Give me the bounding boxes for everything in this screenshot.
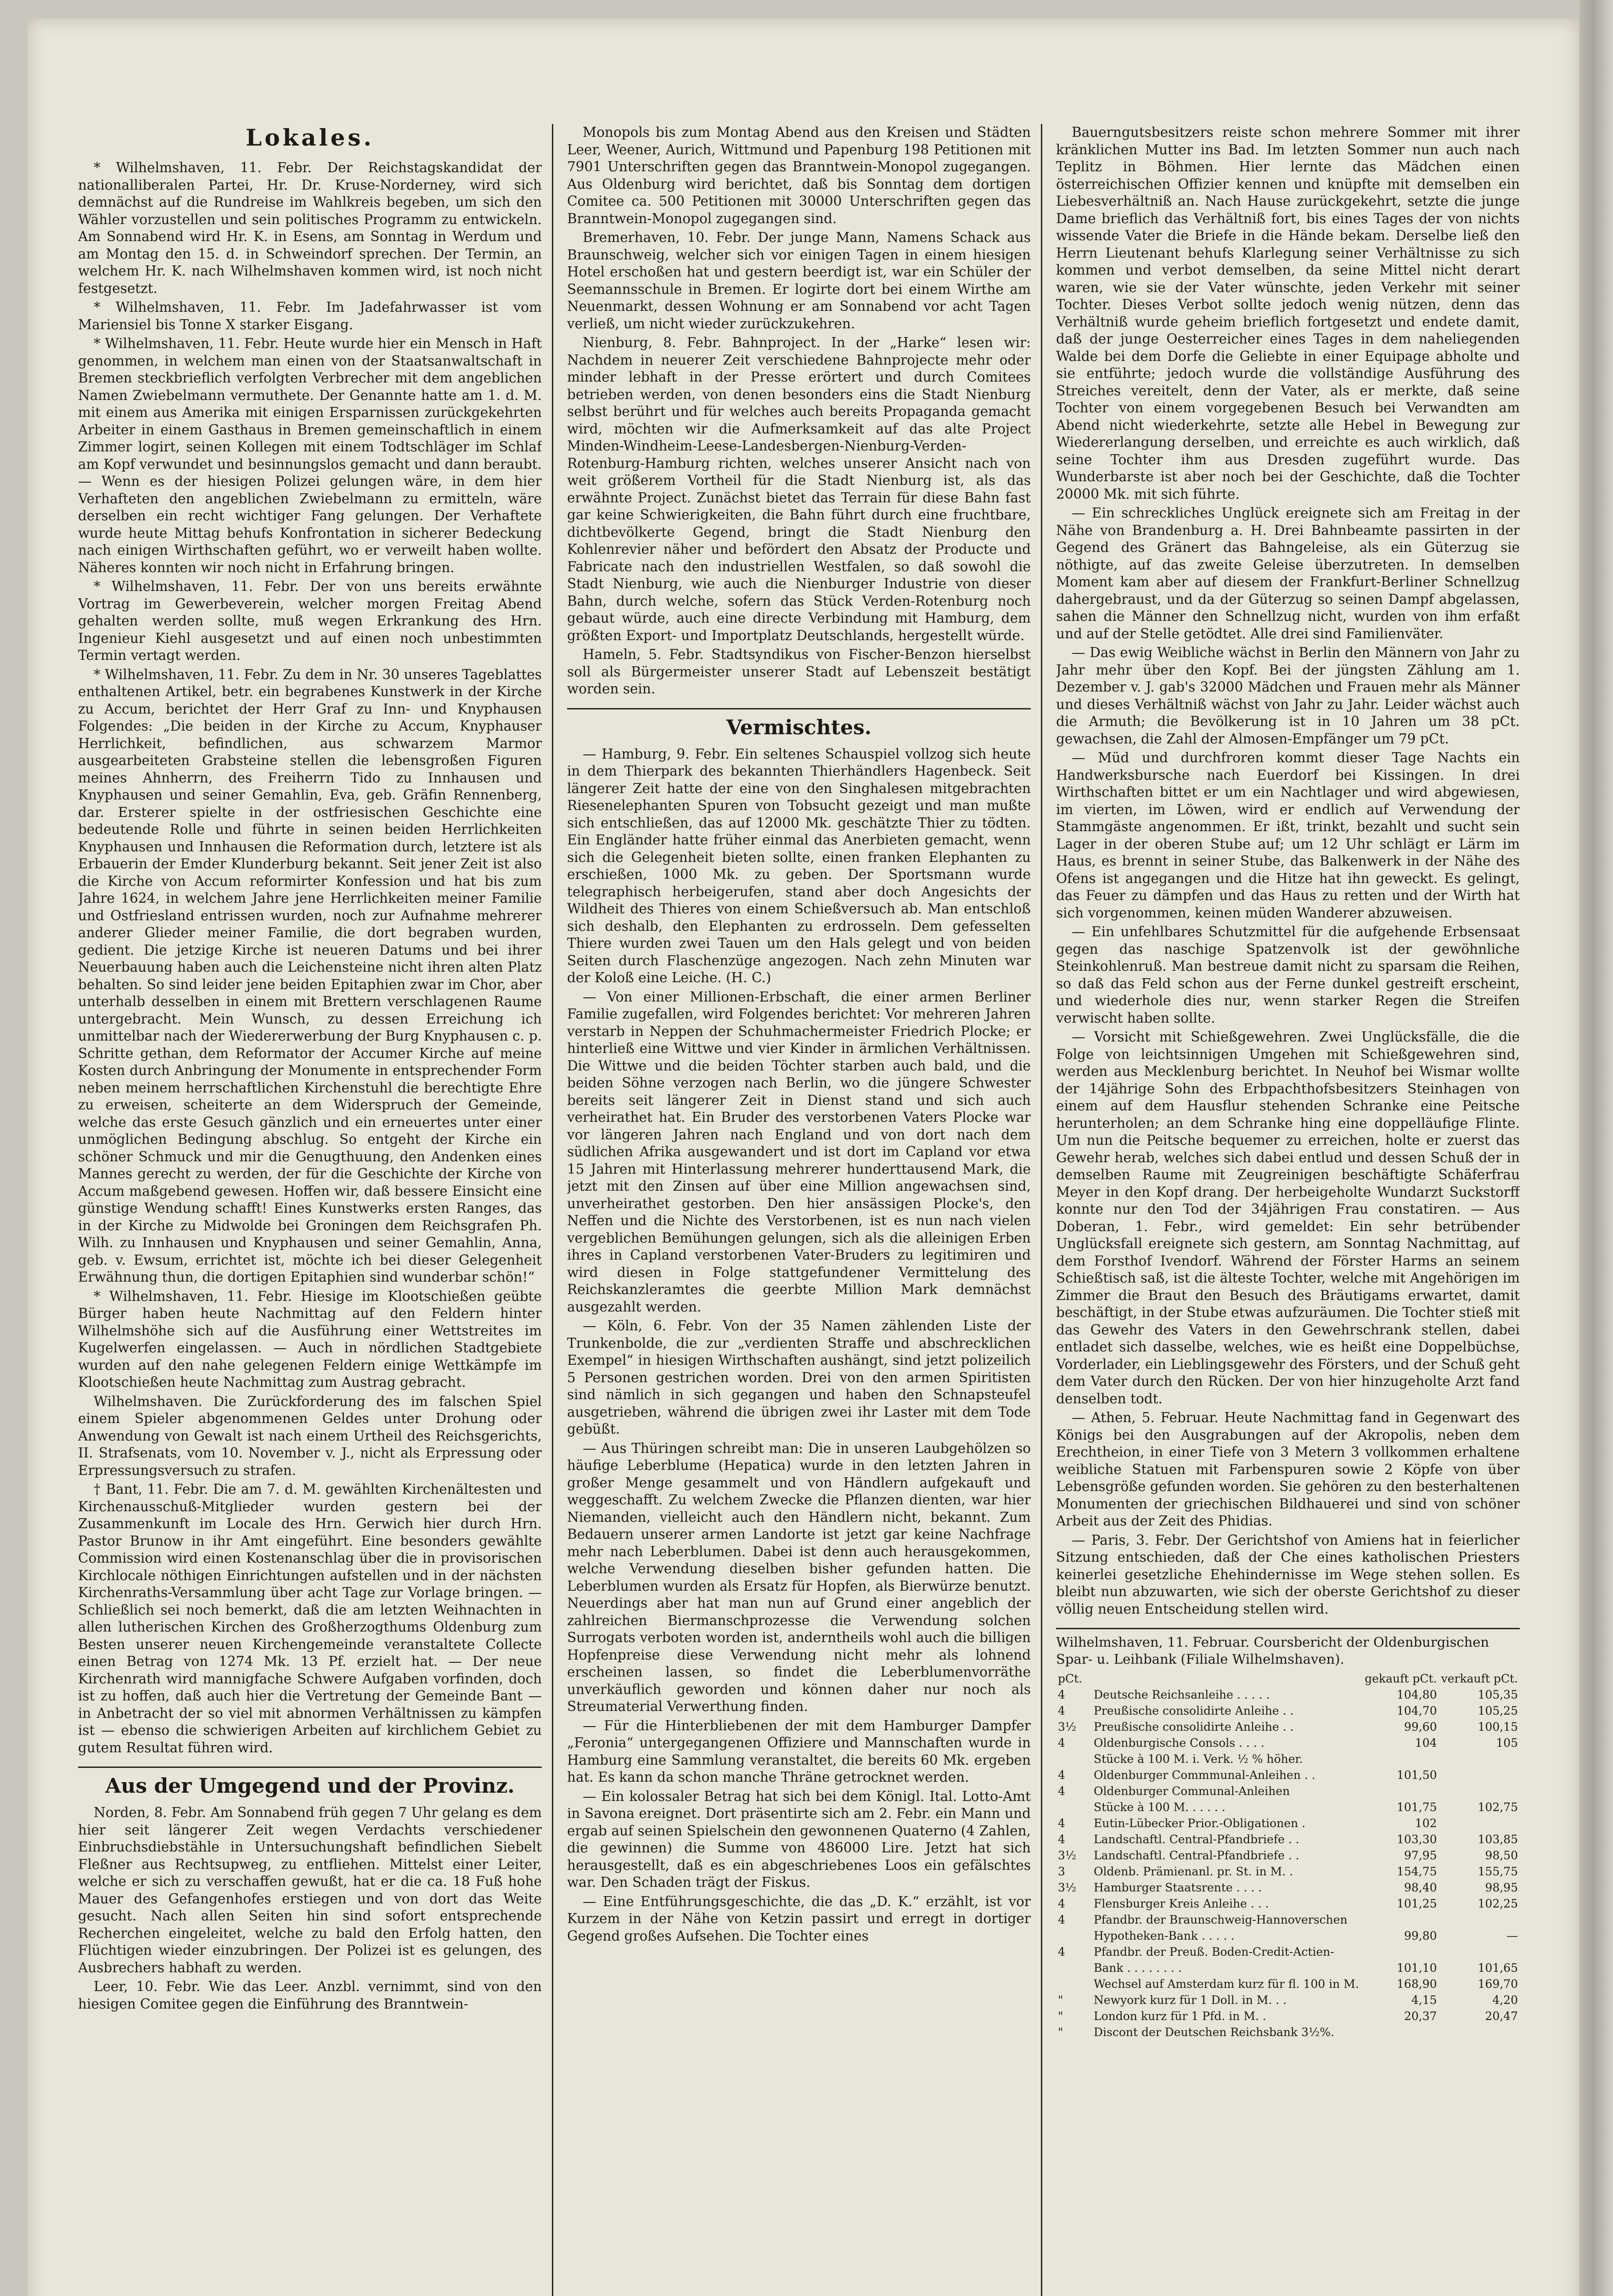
cell-buy: 101,10 [1397,1961,1437,1975]
cell-sell: 105 [1496,1736,1518,1750]
article: — Hamburg, 9. Febr. Ein seltenes Schauspiel vollzog sich heute in dem Thierpark des bekannten Thierhändlers Hagenbeck. Seit längerer Zeit hatte der eine von den Singhalesen mitgebrachten Riesenelephanten Spuren von Tobsucht gezeigt und man mußte sich entschließen, das auf 12000 Mk. geschätzte Thier zu tödten. Ein Engländer hatte früher einmal das Anerbieten gemacht, wenn sich die Gelegenheit bieten sollte, einen franken Elephanten zu erschießen, 1000 Mk. zu geben. Der Sportsmann wurde telegraphisch herbeigerufen, stand aber doch Angesichts der Wildheit des Thieres von einem Schießversuch ab. Man entschloß sich deshalb, den Elephanten zu erdrosseln. Dem gefesselten Thiere wurden zwei Tauen um den Hals gelegt und von beiden Seiten durch Flaschenzüge angezogen. Nach zehn Minuten war der Koloß eine Leiche. (H. C.) [567,746,1031,985]
cell-pct: 4 [1058,1833,1065,1846]
cell-pct: 4 [1058,1688,1065,1701]
section-heading-umgegend: Aus der Umgegend und der Provinz. [78,1767,542,1798]
article: — Von einer Millionen-Erbschaft, die einer armen Berliner Familie zugefallen, wird Folgendes berichtet: Vor mehreren Jahren verstarb in Neppen der Schuhmachermeister Friedrich Plocke; er hinterließ eine Wittwe und vier Kinder in ärmlichen Verhältnissen. Die Wittwe und die beiden Töchter starben auch bald, und die beiden Söhne verzogen nach Berlin, wo die jüngere Schwester bereits seit längerer Zeit in Dienst stand und sich auch verheirathet hat. Ein Bruder des verstorbenen Vaters Plocke war vor längeren Jahren nach England und von dort nach dem südlichen Afrika ausgewandert und ist dort im Capland vor etwa 15 Jahren mit Hinterlassung mehrerer hunderttausend Mark, die jetzt mit den Zinsen auf über eine Million angewachsen sind, unverheirathet gestorben. Den hier ansässigen Plocke's, den Neffen und die Nichte des Verstorbenen, ist es nun nach vielen vergeblichen Bemühungen gelungen, sich als die alleinigen Erben ihres in Capland verstorbenen Vater-Bruders zu legitimiren und wird diesen in Folge stattgefundener Vermittelung des Reichskanzleramtes die geerbte Million Mark demnächst ausgezahlt werden. [567,989,1031,1315]
course-report-title: Wilhelmshaven, 11. Februar. Coursbericht der Oldenburgischen Spar- u. Leihbank (Filiale Wilhelmshaven). [1056,1628,1520,1668]
cell-pct: 4 [1058,1897,1065,1910]
cell-name: Hypotheken-Bank . . . . . [1094,1929,1235,1942]
cell-buy: 168,90 [1397,1977,1437,1991]
cell-buy: 104,70 [1397,1704,1437,1717]
col-header-name [1092,1671,1362,1687]
article: Nienburg, 8. Febr. Bahnproject. In der „Harke“ lesen wir: Nachdem in neuerer Zeit verschiedene Bahnprojecte mehr oder minder lebhaft in der Presse erörtert und durch Comitees betrieben werden, von denen besonders eins die Stadt Nienburg selbst berührt und für welches auch bereits Propaganda gemacht wird, möchten wir die Aufmerksamkeit auf das alte Project Minden-Windheim-Leese-Landesbergen-Nienburg-Verden-Rotenburg-Hamburg richten, welches unserer Ansicht nach von weit größerem Vortheil für die Stadt Nienburg ist, als das erwähnte Project. Zunächst bietet das Terrain für diese Bahn fast gar keine Schwierigkeiten, die Bahn führt durch eine fruchtbare, dichtbevölkerte Gegend, bringt die Stadt Nienburg den Kohlenrevier näher und befördert den Absatz der Producte und Fabricate nach den industriellen Westfalen, so daß sowohl die Stadt Nienburg, wie auch die Nienburger Industrie von dieser Bahn, durch welche, sofern das Stück Verden-Rotenburg noch gebaut würde, auch eine directe Verbindung mit Hamburg, dem größten Export- und Importplatz Deutschlands, hergestellt würde. [567,335,1031,643]
table-row [1056,1992,1520,2008]
cell-sell: 169,70 [1478,1977,1518,1991]
col-header-sell: verkauft pCt. [1441,1672,1518,1685]
article: — Athen, 5. Februar. Heute Nachmittag fand in Gegenwart des Königs bei den Ausgrabungen auf der Akropolis, neben dem Erechtheion, in einer Tiefe von 3 Metern 3 vollkommen erhaltene weibliche Statuen mit Farbenspuren sowie 2 Köpfe von über Lebensgröße gefunden worden. Sie gehören zu den besterhaltenen Monumenten der griechischen Bildhauerei und sind von schöner Arbeit aus der Zeit des Phidias. [1056,1410,1520,1529]
table-row [1056,1815,1520,1831]
cell-name: Oldenburgische Consols . . . . [1094,1736,1265,1750]
cell-pct: 3½ [1058,1881,1077,1894]
cell-buy: 104,80 [1397,1688,1437,1701]
cell-pct [1056,1960,1092,1976]
cell-sell: 105,35 [1478,1688,1518,1701]
cell-buy: 103,30 [1397,1833,1437,1846]
column-rule [1041,124,1042,2296]
cell-sell: 98,50 [1485,1849,1518,1862]
article: Wilhelmshaven. Die Zurückforderung des im falschen Spiel einem Spieler abgenommenen Geldes unter Drohung oder Anwendung von Gewalt ist nach einem Urtheil des Reichsgerichts, II. Strafsenats, vom 10. November v. J., nicht als Erpressung oder Erpressungsversuch zu strafen. [78,1393,542,1478]
article: * Wilhelmshaven, 11. Febr. Hiesige im Klootschießen geübte Bürger haben heute Nachmittag auf den Feldern hinter Wilhelmshöhe sich auf die Ausführung einer Wettstreites im Kugelwerfen eingelassen. — Auch in nördlichen Stadtgebiete wurden auf den nahe gelegenen Feldern einige Wettkämpfe im Klootschießen heute Nachmittag zum Austrag gebracht. [78,1288,542,1390]
article: Monopols bis zum Montag Abend aus den Kreisen und Städten Leer, Weener, Aurich, Wittmund und Papenburg 198 Petitionen mit 7901 Unterschriften gegen das Branntwein-Monopol zugegangen. Aus Oldenburg wird berichtet, daß bis Sonntag dem dortigen Comitee ca. 500 Petitionen mit 30000 Unterschriften gegen das Branntwein-Monopol zugegangen sind. [567,124,1031,226]
cell-name: Oldenburger Commmunal-Anleihen . . [1094,1768,1315,1782]
cell-sell: 155,75 [1478,1865,1518,1878]
cell-pct: " [1058,2026,1063,2039]
page-edge [1579,0,1613,2296]
columns [78,124,1520,2296]
cell-name: Newyork kurz für 1 Doll. in M. . . [1094,1993,1287,2007]
cell-pct: " [1058,1993,1063,2007]
table-row [1056,1783,1520,1799]
cell-name: Bank . . . . . . . . [1094,1961,1182,1975]
cell-pct: 4 [1058,1913,1065,1926]
cell-buy: 98,40 [1404,1881,1437,1894]
article: — Paris, 3. Febr. Der Gerichtshof von Amiens hat in feierlicher Sitzung entschieden, daß der Che eines katholischen Priesters keinerlei gesetzliche Ehehindernisse im Wege stehen sollen. Es bleibt nun abzuwarten, wie sich der oberste Gerichtshof zu dieser völlig neuen Entscheidung stellen wird. [1056,1532,1520,1617]
table-row [1056,1960,1520,1976]
cell-pct: 4 [1058,1817,1065,1830]
cell-sell: 102,25 [1478,1897,1518,1910]
cell-pct [1056,1928,1092,1944]
cell-sell [1439,1783,1520,1799]
table-row [1056,2008,1520,2024]
cell-pct [1056,1976,1092,1992]
cell-buy [1362,1751,1439,1767]
course-report-table [1056,1671,1520,2040]
table-row [1056,1831,1520,1847]
cell-name: Eutin-Lübecker Prior.-Obligationen . [1094,1817,1306,1830]
table-row [1056,1687,1520,1703]
cell-sell: 101,65 [1478,1961,1518,1975]
column-3 [1056,124,1520,2296]
cell-sell: 103,85 [1478,1833,1518,1846]
cell-buy: 104 [1415,1736,1437,1750]
article: * Wilhelmshaven, 11. Febr. Zu dem in Nr. 30 unseres Tageblattes enthaltenen Artikel, betr. ein begrabenes Kunstwerk in der Kirche zu Accum, berichtet der Herr Graf zu Inn- und Knyphausen Folgendes: „Die beiden in der Kirche zu Accum, Knyphauser Herrlichkeit, befindlichen, aus schwarzem Marmor ausgearbeiteten Grabsteine stellen die lebensgroßen Figuren meines Ahnherrn, des Freiherrn Tido zu Innhausen und Knyphausen und seiner Gemahlin, Eva, geb. Gräfin Rennenberg, dar. Ersterer spielte in der ostfriesischen Geschichte eine bedeutende Rolle und führte in seinen beiden Herrlichkeiten Knyphausen und Innhausen die Reformation durch, letztere ist als Erbauerin der Emder Klunderburg bekannt. Seit jener Zeit ist also die Kirche von Accum reformirter Konfession und hat bis zum Jahre 1624, in welchem Jahre jene Herrlichkeiten meiner Familie und Ostfriesland entrissen wurden, noch zur Aufnahme mehrerer anderer Glieder meiner Familie, die dort begraben wurden, gedient. Die jetzige Kirche ist neueren Datums und bei ihrer Neuerbauung haben auch die Leichensteine nicht ihren alten Platz behalten. So sind leider jene beiden Epitaphien zwar im Chor, aber unterhalb desselben in einem mit Brettern verschlagenen Raume untergebracht. Mein Wunsch, zu dessen Erreichung ich unmittelbar nach der Wiedererwerbung der Burg Knyphausen c. p. Schritte gethan, dem Reformator der Accumer Kirche auf meine Kosten durch Anbringung der Monumente in entsprechender Form neben meinem herrschaftlichen Kirchenstuhl die berechtigte Ehre zu erweisen, scheiterte an dem Widerspruch der Gemeinde, welche das erste Gesuch gänzlich und ein erneuertes unter einer unmöglichen Bedingung abschlug. So entgeht der Kirche ein schöner Schmuck und mir die Genugthuung, den Andenken eines Mannes gerecht zu werden, der für die Geschichte der Kirche von Accum maßgebend gewesen. Hoffen wir, daß bessere Einsicht eine günstige Wendung schafft! Eines Kunstwerks ersten Ranges, das in der Kirche zu Midwolde bei Groningen dem Reichsgrafen Ph. Wilh. zu Innhausen und Knyphausen und seiner Gemahlin, Anna, geb. v. Ewsum, errichtet ist, möchte ich bei dieser Gelegenheit Erwähnung thun, die dortigen Epitaphien sind wunderbar schön!“ [78,666,542,1285]
table-row [1056,1912,1520,1928]
article: Norden, 8. Febr. Am Sonnabend früh gegen 7 Uhr gelang es dem hier seit längerer Zeit wegen Verdachts verschiedener Einbruchsdiebstähle in Untersuchungshaft befindlichen Siebelt Fleßner aus Rechtsupweg, zu entfliehen. Mittelst einer Leiter, welche er sich zu verschaffen gewußt, hat er die ca. 18 Fuß hohe Mauer des Gefangenhofes erstiegen und von dort das Weite gesucht. Nach allen Seiten hin sind sofort entsprechende Recherchen eingeleitet, welche zu bald den Erfolg hatten, den Flüchtigen wieder einzubringen. Der Polizei ist es gelungen, des Ausbrechers habhaft zu werden. [78,1805,542,1975]
table-row [1056,1863,1520,1880]
cell-buy: 101,50 [1397,1768,1437,1782]
cell-sell: 4,20 [1492,1993,1518,2007]
cell-buy: 20,37 [1404,2009,1437,2023]
cell-sell [1439,1751,1520,1767]
cell-name: Stücke à 100 M. i. Verk. ½ % höher. [1094,1752,1303,1766]
table-row [1056,1703,1520,1719]
cell-name: Landschaftl. Central-Pfandbriefe . . [1094,1849,1299,1862]
cell-name: London kurz für 1 Pfd. in M. . [1094,2009,1266,2023]
article: Leer, 10. Febr. Wie das Leer. Anzbl. vernimmt, sind von den hiesigen Comitee gegen die Einführung des Branntwein- [78,1979,542,2012]
article: — Ein unfehlbares Schutzmittel für die aufgehende Erbsensaat gegen das naschige Spatzenvolk ist der gewöhnliche Steinkohlenruß. Man bestreue damit nicht zu sparsam die Reihen, so daß das Feld schon aus der Ferne dunkel gestreift erscheint, und wiederhole dies nur, wenn starker Regen die Streifen verwischt haben sollte. [1056,924,1520,1026]
table-row [1056,1751,1520,1767]
article: * Wilhelmshaven, 11. Febr. Im Jadefahrwasser ist vom Mariensiel bis Tonne X starker Eisgang. [78,299,542,332]
cell-buy [1362,1944,1439,1960]
table-row [1056,1880,1520,1896]
article: * Wilhelmshaven, 11. Febr. Der Reichstagskandidat der nationalliberalen Partei, Hr. Dr. Kruse-Norderney, wird sich demnächst auf die Rundreise im Wahlkreis begeben, um sich den Wähler vorzustellen und sein politisches Programm zu entwickeln. Am Sonnabend wird Hr. K. in Esens, am Sonntag in Werdum und am Montag den 15. d. in Schweindorf sprechen. Der Termin, an welchem Hr. K. nach Wilhelmshaven kommen wird, ist noch nicht festgesetzt. [78,160,542,296]
cell-name: Preußische consolidirte Anleihe . . [1094,1704,1294,1717]
cell-pct: 3½ [1058,1849,1077,1862]
cell-buy: 99,80 [1404,1929,1437,1942]
article: — Vorsicht mit Schießgewehren. Zwei Unglücksfälle, die die Folge von leichtsinnigen Umgehen mit Schießgewehren sind, werden aus Mecklenburg berichtet. In Neuhof bei Wismar wollte der 14jährige Sohn des Erbpachthofsbesitzers Steinhagen von einem auf dem Hausflur stehenden Schranke eine Peitsche herunterholen; an dem Schranke hing eine doppelläufige Flinte. Um nun die Peitsche bequemer zu erreichen, holte er zuerst das Gewehr herab, welches sich dabei entlud und dessen Schuß der in demselben Raume mit Zeugreinigen beschäftigte Schäferfrau Meyer in den Kopf drang. Der herbeigeholte Wundarzt Suckstorff konnte nur den Tod der 34jährigen Frau constatiren. — Aus Doberan, 1. Febr., wird gemeldet: Ein sehr betrübender Unglücksfall ereignete sich gestern, am Sonntag Nachmittag, auf dem Forsthof Ivendorf. Während der Förster Harms an seinem Schießtisch saß, ist die älteste Tochter, welche mit Angehörigen im Zimmer die Braut den Besuch des Bräutigams erwartet, damit beschäftigt, in der Stube etwas aufzuräumen. Die Tochter stieß mit das Gewehr des Vaters in den Gewehrschrank stellen, dabei entladet sich dasselbe, welches, wie es heißt eine Doppelbüchse, Vorderlader, ein Lieblingsgewehr des Försters, und der Schuß geht dem Vater durch den Rücken. Der von hier hinzugeholte Arzt fand denselben todt. [1056,1029,1520,1407]
cell-name: Wechsel auf Amsterdam kurz für fl. 100 in M. [1094,1977,1359,1991]
cell-name: Landschaftl. Central-Pfandbriefe . . [1094,1833,1299,1846]
table-row [1056,1944,1520,1960]
column-2 [567,124,1031,2296]
cell-buy [1362,1783,1439,1799]
article: Bauerngutsbesitzers reiste schon mehrere Sommer mit ihrer kränklichen Mutter ins Bad. Im letzten Sommer nun auch nach Teplitz in Böhmen. Hier lernte das Mädchen einen österreichischen Offizier kennen und knüpfte mit demselben ein Liebesverhältniß an. Nach Hause zurückgekehrt, setzte die junge Dame brieflich das Verhältniß fort, bis eines Tages der von nichts wissende Vater die Briefe in die Hände bekam. Derselbe ließ den Herrn Lieutenant behufs Klarlegung seiner Verhältnisse zu sich kommen und verbot demselben, da seine Mittel nicht derart waren, wie sie der Vater wünschte, jeden Verkehr mit seiner Tochter. Dieses Verbot sollte jedoch wenig nützen, denn das Verhältniß wurde geheim brieflich fortgesetzt und endete damit, daß der junge Oesterreicher eines Tages in dem naheliegenden Walde bei dem Dorfe die Geliebte in einer Equipage abholte und sie entführte; jedoch wurde die vollständige Ausführung des Streiches vereitelt, denn der Vater, als er merkte, daß seine Tochter von einem vorgegebenen Besuch bei Verwandten am Abend nicht wiederkehrte, setzte alle Hebel in Bewegung zur Wiedererlangung derselben, und erreichte es auch wirklich, daß seine Tochter ihm aus Dresden zugeführt wurde. Das Wunderbarste ist aber noch bei der Geschichte, daß die Tochter 20000 Mk. mit sich führte. [1056,124,1520,502]
cell-name: Pfandbr. der Braunschweig-Hannoverschen [1094,1913,1348,1926]
table-row [1056,1735,1520,1751]
cell-buy [1362,1912,1439,1928]
table-row [1056,1896,1520,1912]
cell-sell: 102,75 [1478,1801,1518,1814]
cell-sell [1439,1815,1520,1831]
cell-buy: 154,75 [1397,1865,1437,1878]
cell-pct [1056,1751,1092,1767]
cell-sell: 105,25 [1478,1704,1518,1717]
cell-pct: 4 [1058,1945,1065,1958]
col-header-pct: pCt. [1058,1672,1083,1685]
table-row [1056,2024,1520,2040]
cell-name: Discont der Deutschen Reichsbank 3½%. [1094,2026,1334,2039]
table-row [1056,1767,1520,1783]
cell-pct: 4 [1058,1784,1065,1798]
cell-pct [1056,1799,1092,1815]
article: — Ein schreckliches Unglück ereignete sich am Freitag in der Nähe von Brandenburg a. H. Drei Bahnbeamte passirten in der Gegend des Gränert das Bahngeleise, als ein Güterzug sie nöthigte, auf das zweite Geleise überzutreten. In demselben Moment kam aber auf diesem der Frankfurt-Berliner Schnellzug dahergebraust, und da der Güterzug so seinen Dampf abgelassen, sahen die Männer den Schnellzug nicht, wurden von ihm erfaßt und auf der Stelle getödtet. Alle drei sind Familienväter. [1056,505,1520,642]
cell-buy: 101,75 [1397,1801,1437,1814]
cell-sell: 100,15 [1478,1720,1518,1733]
cell-pct: 3½ [1058,1720,1077,1733]
article: — Für die Hinterbliebenen der mit dem Hamburger Dampfer „Feronia“ untergegangenen Offiziere und Mannschaften wurde in Hamburg eine Sammlung veranstaltet, die bereits 60 Mk. ergeben hat. Es kann da schon manche Thräne getrocknet werden. [567,1717,1031,1785]
cell-name: Oldenburger Communal-Anleihen [1094,1784,1290,1798]
cell-buy [1362,2024,1439,2040]
article: — Ein kolossaler Betrag hat sich bei dem Königl. Ital. Lotto-Amt in Savona ereignet. Dort präsentirte sich am 2. Febr. ein Mann und ergab auf seinen Spielschein den gewonnenen Quaterno (4 Zahlen, die gewinnen) die Summe von 486000 Lire. Jetzt hat sich herausgestellt, daß es ein abgeschriebenes Loos ein gefälschtes war. Den Schaden trägt der Fiskus. [567,1788,1031,1890]
article: Bremerhaven, 10. Febr. Der junge Mann, Namens Schack aus Braunschweig, welcher sich vor einigen Tagen in einem hiesigen Hotel erschoßen hat und gestern beerdigt ist, war ein Schüler der Seemannsschule in Bremen. Er logirte dort bei einem Wirthe am Neuenmarkt, dessen Wohnung er am Sonnabend vor acht Tagen verließ, um nicht wieder zurückzukehren. [567,230,1031,332]
cell-sell: 98,95 [1485,1881,1518,1894]
newspaper-page [28,18,1579,2296]
cell-pct: " [1058,2009,1063,2023]
cell-buy: 99,60 [1404,1720,1437,1733]
cell-name: Stücke à 100 M. . . . . . [1094,1801,1225,1814]
article: * Wilhelmshaven, 11. Febr. Der von uns bereits erwähnte Vortrag im Gewerbeverein, welcher morgen Freitag Abend gehalten werden sollte, muß wegen Erkrankung des Hrn. Ingenieur Kiehl ausgesetzt und auf einen noch unbestimmten Termin vertagt werden. [78,579,542,663]
table-row [1056,1847,1520,1863]
cell-pct: 3 [1058,1865,1065,1878]
table-row [1056,1976,1520,1992]
cell-sell [1439,1912,1520,1928]
cell-buy: 101,25 [1397,1897,1437,1910]
cell-buy: 102 [1415,1817,1437,1830]
section-heading-lokales: Lokales. [246,124,374,151]
section-heading-vermischtes: Vermischtes. [567,708,1031,739]
cell-pct: 4 [1058,1704,1065,1717]
article: * Wilhelmshaven, 11. Febr. Heute wurde hier ein Mensch in Haft genommen, in welchem man einen von der Staatsanwaltschaft in Bremen steckbrieflich verfolgten Verbrecher mit dem angeblichen Namen Zwiebelmann vermuthete. Der Genannte hatte am 1. d. M. mit einem aus Amerika mit einigen Ersparnissen zurückgekehrten Arbeiter in einem Gasthaus in Bremen gemeinschaftlich in einem Zimmer logirt, seinen Kollegen mit einem Todtschläger im Schlaf am Kopf verwundet und besinnungslos gemacht und dann beraubt. — Wenn es der hiesigen Polizei gelungen wäre, in dem hier Verhafteten den angeblichen Zwiebelmann zu ermitteln, wäre derselben ein recht wichtiger Fang gelungen. Der Verhaftete wurde heute Mittag behufs Konfrontation in sicherer Bedeckung nach einigen Wirthschaften geführt, wo er verweilt haben wollte. Näheres konnten wir noch nicht in Erfahrung bringen. [78,336,542,575]
table-row [1056,1719,1520,1735]
table-row [1056,1799,1520,1815]
cell-name: Deutsche Reichsanleihe . . . . . [1094,1688,1270,1701]
article: — Eine Entführungsgeschichte, die das „D. K.“ erzählt, ist vor Kurzem in der Nähe von Ketzin passirt und erregt in dortiger Gegend großes Aufsehen. Die Tochter eines [567,1893,1031,1944]
column-1 [78,124,542,2296]
article: — Das ewig Weibliche wächst in Berlin den Männern von Jahr zu Jahr mehr über den Kopf. Bei der jüngsten Zählung am 1. Dezember v. J. gab's 32000 Mädchen und Frauen mehr als Männer und dieses Verhältniß wächst von Jahr zu Jahr. Leider wächst auch die Armuth; die Bevölkerung ist in 10 Jahren um 38 pCt. gewachsen, die Zahl der Almosen-Empfänger um 79 pCt. [1056,645,1520,747]
cell-sell: 20,47 [1485,2009,1518,2023]
article: — Aus Thüringen schreibt man: Die in unseren Laubgehölzen so häufige Leberblume (Hepatica) wurde in den letzten Jahren in großer Menge gesammelt und von Händlern aufgekauft und weggeschafft. Zu welchem Zwecke die Pflanzen dienten, war hier Niemanden, vielleicht auch den Händlern nicht, bekannt. Zum Bedauern unserer armen Landorte ist jetzt gar keine Nachfrage mehr nach Leberblumen. Dabei ist denn auch herausgekommen, welche Verwendung dieselben bisher gefunden hatten. Die Leberblumen wurden als Ersatz für Hopfen, als Bierwürze benutzt. Neuerdings aber hat man nun auf Grund einer angeblich der zahlreichen Biermanschprozesse die Verwendung solchen Surrogats verboten worden ist, anderntheils wohl auch die billigen Hopfenpreise diese Verwendung nicht mehr als lohnend erscheinen lassen, so findet die Leberblumenvorräthe unverkäuflich geworden und können daher nur noch als Streumaterial Verwerthung finden. [567,1440,1031,1714]
cell-name: Pfandbr. der Preuß. Boden-Credit-Actien- [1094,1945,1334,1958]
cell-sell [1439,1767,1520,1783]
article: Hameln, 5. Febr. Stadtsyndikus von Fischer-Benzon hierselbst soll als Bürgermeister unserer Stadt auf Lebenszeit bestätigt worden sein. [567,647,1031,697]
cell-sell: — [1506,1929,1518,1942]
col-header-buy: gekauft pCt. [1365,1672,1437,1685]
table-row [1056,1928,1520,1944]
cell-pct: 4 [1058,1768,1065,1782]
cell-name: Oldenb. Prämienanl. pr. St. in M. . [1094,1865,1293,1878]
table-header-row [1056,1671,1520,1687]
cell-buy: 4,15 [1411,1993,1437,2007]
cell-name: Preußische consolidirte Anleihe . . [1094,1720,1294,1733]
cell-buy: 97,95 [1404,1849,1437,1862]
column-rule [552,124,553,2296]
cell-sell [1439,2024,1520,2040]
article: — Müd und durchfroren kommt dieser Tage Nachts ein Handwerksbursche nach Euerdorf bei Kissingen. In drei Wirthschaften bittet er um ein Nachtlager und wird abgewiesen, im vierten, im Löwen, wird er endlich auf Verwendung der Stammgäste angenommen. Er ißt, trinkt, bezahlt und sucht sein Lager in der oberen Stube auf; um 12 Uhr schlägt er Lärm im Haus, es brennt in seiner Stube, das Balkenwerk in der Nähe des Ofens ist angegangen und die Hitze hat ihn geweckt. Es gelingt, das Feuer zu dämpfen und das Haus zu retten und der Wirth hat sich vorgenommen, keinen müden Wanderer abzuweisen. [1056,750,1520,921]
cell-name: Hamburger Staatsrente . . . . [1094,1881,1262,1894]
article: † Bant, 11. Febr. Die am 7. d. M. gewählten Kirchenältesten und Kirchenausschuß-Mitglieder wurden gestern bei der Zusammenkunft im Locale des Hrn. Gerwich hier durch Hrn. Pastor Brunow in ihr Amt eingeführt. Eine besonders gewählte Commission wird einen Kostenanschlag über die in provisorischen Kirchlocale nöthigen Einrichtungen aufstellen und in der nächsten Kirchenraths-Versammlung über acht Tage zur Vorlage bringen. — Schließlich sei noch bemerkt, daß die am letzten Weihnachten in allen lutherischen Kirchen des Großherzogthums Oldenburg zum Besten unserer neuen Kirchengemeinde veranstaltete Collecte einen Betrag von 1274 Mk. 13 Pf. erzielt hat. — Der neue Kirchenrath wird mannigfache Schwere Aufgaben vorfinden, doch ist zu hoffen, daß auch hier die Vertretung der Gemeinde Bant — in Anbetracht der so viel mit abnormen Verhältnissen zu kämpfen ist — ebenso die schwierigen Arbeiten auf kirchlichem Gebiet zu gutem Resultat führen wird. [78,1481,542,1756]
cell-sell [1439,1944,1520,1960]
cell-name: Flensburger Kreis Anleihe . . . [1094,1897,1269,1910]
article: — Köln, 6. Febr. Von der 35 Namen zählenden Liste der Trunkenbolde, die zur „verdienten Straffe und abschrecklichen Exempel“ in hiesigen Wirthschaften aushängt, sind jetzt polizeilich 5 Personen gestrichen worden. Drei von den armen Spiritisten sind nämlich in sich gegangen und haben den Schnapsteufel ausgetrieben, während die übrigen zwei ihr Laster mit dem Tode gebüßt. [567,1318,1031,1437]
cell-pct: 4 [1058,1736,1065,1750]
table-body [1056,1687,1520,2040]
